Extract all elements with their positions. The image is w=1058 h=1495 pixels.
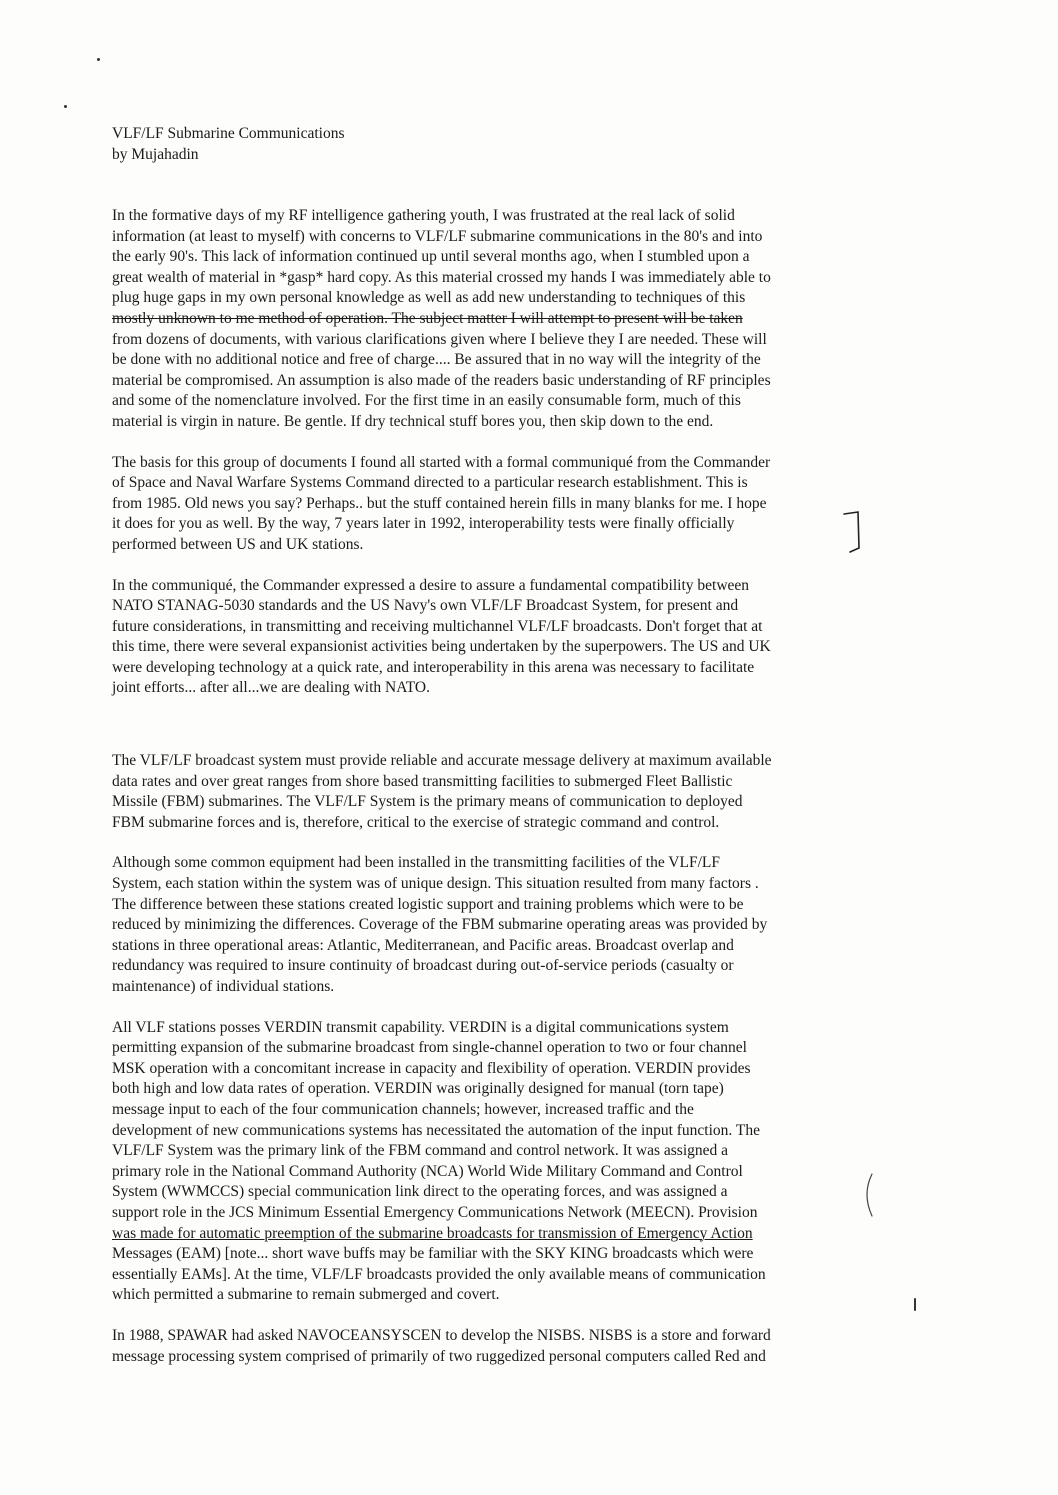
paragraph-communique bbox=[112, 576, 872, 700]
text-line: great wealth of material in *gasp* hard copy. As this material crossed my hands I was immediately able to bbox=[112, 268, 771, 286]
text-line: development of new communications systems has necessitated the automation of the input function. The bbox=[112, 1121, 760, 1139]
text-line: System (WWMCCS) special communication link direct to the operating forces, and was assigned a bbox=[112, 1183, 728, 1201]
text-line: message processing system comprised of primarily of two ruggedized personal computers called Red and bbox=[112, 1347, 766, 1365]
text-line: In the formative days of my RF intelligence gathering youth, I was frustrated at the real lack of solid bbox=[112, 207, 735, 224]
text-line: reduced by minimizing the differences. Coverage of the FBM submarine operating areas was provided by bbox=[112, 916, 768, 934]
text-line: FBM submarine forces and is, therefore, critical to the exercise of strategic command and control. bbox=[112, 813, 720, 831]
paragraph-intro bbox=[112, 206, 872, 433]
handwritten-paren-mark bbox=[858, 1170, 882, 1220]
text-line: primary role in the National Command Authority (NCA) World Wide Military Command and Control bbox=[112, 1162, 743, 1180]
text-line: maintenance) of individual stations. bbox=[112, 978, 335, 995]
text-line: material is virgin in nature. Be gentle. If dry technical stuff bores you, then skip down to the end. bbox=[112, 412, 714, 430]
text-line: information (at least to myself) with concerns to VLF/LF submarine communications in the 80's and into bbox=[112, 227, 763, 245]
text-line: were developing technology at a quick rate, and interoperability in this arena was necessary to facilitate bbox=[112, 658, 755, 676]
text-line: from 1985. Old news you say? Perhaps.. but the stuff contained herein fills in many blanks for me. I hope bbox=[112, 494, 767, 512]
text-line: permitting expansion of the submarine broadcast from single-channel operation to two or four channel bbox=[112, 1039, 747, 1057]
document-byline: by Mujahadin bbox=[112, 146, 199, 163]
paragraph-basis bbox=[112, 453, 872, 556]
text-line: Although some common equipment had been installed in the transmitting facilities of the VLF/LF bbox=[112, 854, 720, 872]
text-line: Missile (FBM) submarines. The VLF/LF System is the primary means of communication to deployed bbox=[112, 793, 743, 811]
text-line: message input to each of the four communication channels; however, increased traffic and the bbox=[112, 1100, 694, 1118]
struck-text-line: mostly unknown to me method of operation. The subject matter I will attempt to present will be taken bbox=[112, 309, 743, 327]
text-line: support role in the JCS Minimum Essential Emergency Communications Network (MEECN). Provision bbox=[112, 1203, 758, 1221]
text-line: this time, there were several expansionist activities being undertaken by the superpowers. The US and UK bbox=[112, 638, 771, 656]
document-title: VLF/LF Submarine Communications bbox=[112, 125, 345, 142]
text-line: both high and low data rates of operation. VERDIN was originally designed for manual (torn tape) bbox=[112, 1080, 724, 1098]
document-header bbox=[112, 123, 345, 165]
text-line: plug huge gaps in my own personal knowledge as well as add new understanding to techniques of this bbox=[112, 289, 746, 307]
paragraph-nisbs bbox=[112, 1326, 872, 1367]
underlined-text-line: was made for automatic preemption of the submarine broadcasts for transmission of Emergency Action bbox=[112, 1224, 753, 1242]
text-line: VLF/LF System was the primary link of the FBM command and control network. It was assigned a bbox=[112, 1142, 729, 1160]
text-line: The VLF/LF broadcast system must provide reliable and accurate message delivery at maximum available bbox=[112, 752, 772, 770]
text-line: from dozens of documents, with various clarifications given where I believe they I are needed. These will bbox=[112, 330, 767, 348]
text-line: NATO STANAG-5030 standards and the US Navy's own VLF/LF Broadcast System, for present and bbox=[112, 597, 739, 615]
text-line: which permitted a submarine to remain submerged and covert. bbox=[112, 1286, 500, 1304]
text-line: it does for you as well. By the way, 7 years later in 1992, interoperability tests were finally officially bbox=[112, 515, 735, 533]
document-body bbox=[112, 206, 872, 1387]
paragraph-equipment bbox=[112, 853, 872, 997]
text-line: and some of the nomenclature involved. For the first time in an easily consumable form, much of this bbox=[112, 392, 741, 410]
scan-speck bbox=[97, 58, 100, 61]
text-line: joint efforts... after all...we are dealing with NATO. bbox=[112, 679, 430, 697]
text-line: the early 90's. This lack of information continued up until several months ago, when I stumbled upon a bbox=[112, 248, 750, 266]
text-line: The difference between these stations created logistic support and training problems which were to be bbox=[112, 895, 744, 913]
text-line: Messages (EAM) [note... short wave buffs may be familiar with the SKY KING broadcasts which were bbox=[112, 1245, 754, 1263]
text-line: of Space and Naval Warfare Systems Command directed to a particular research establishment. This is bbox=[112, 474, 748, 492]
text-line: material be compromised. An assumption is also made of the readers basic understanding of RF principles bbox=[112, 371, 771, 389]
text-line: stations in three operational areas: Atlantic, Mediterranean, and Pacific areas. Broadcast overlap and bbox=[112, 936, 734, 954]
handwritten-bracket-mark bbox=[838, 508, 868, 554]
text-line: All VLF stations posses VERDIN transmit capability. VERDIN is a digital communications system bbox=[112, 1018, 729, 1036]
text-line: redundancy was required to insure continuity of broadcast during out-of-service periods (casualty or bbox=[112, 957, 734, 975]
text-line: performed between US and UK stations. bbox=[112, 535, 364, 553]
text-line: The basis for this group of documents I found all started with a formal communiqué from the Commander bbox=[112, 453, 771, 471]
text-line: System, each station within the system was of unique design. This situation resulted from many factors . bbox=[112, 875, 759, 893]
scan-speck bbox=[64, 105, 67, 108]
text-line: In the communiqué, the Commander expressed a desire to assure a fundamental compatibility between bbox=[112, 576, 750, 594]
text-line: data rates and over great ranges from shore based transmitting facilities to submerged Fleet Ballistic bbox=[112, 772, 733, 790]
text-line: be done with no additional notice and free of charge.... Be assured that in no way will the integrity of the bbox=[112, 351, 761, 369]
text-line: MSK operation with a concomitant increase in capacity and flexibility of operation. VERDIN provides bbox=[112, 1059, 751, 1077]
paragraph-verdin bbox=[112, 1018, 872, 1306]
text-line: In 1988, SPAWAR had asked NAVOCEANSYSCEN to develop the NISBS. NISBS is a store and forward bbox=[112, 1326, 771, 1344]
handwritten-tick-mark bbox=[910, 1296, 920, 1316]
paragraph-broadcast-system bbox=[112, 751, 872, 833]
text-line: future considerations, in transmitting and receiving multichannel VLF/LF broadcasts. Don't forget that at bbox=[112, 617, 763, 635]
text-line: essentially EAMs]. At the time, VLF/LF broadcasts provided the only available means of communication bbox=[112, 1265, 766, 1283]
